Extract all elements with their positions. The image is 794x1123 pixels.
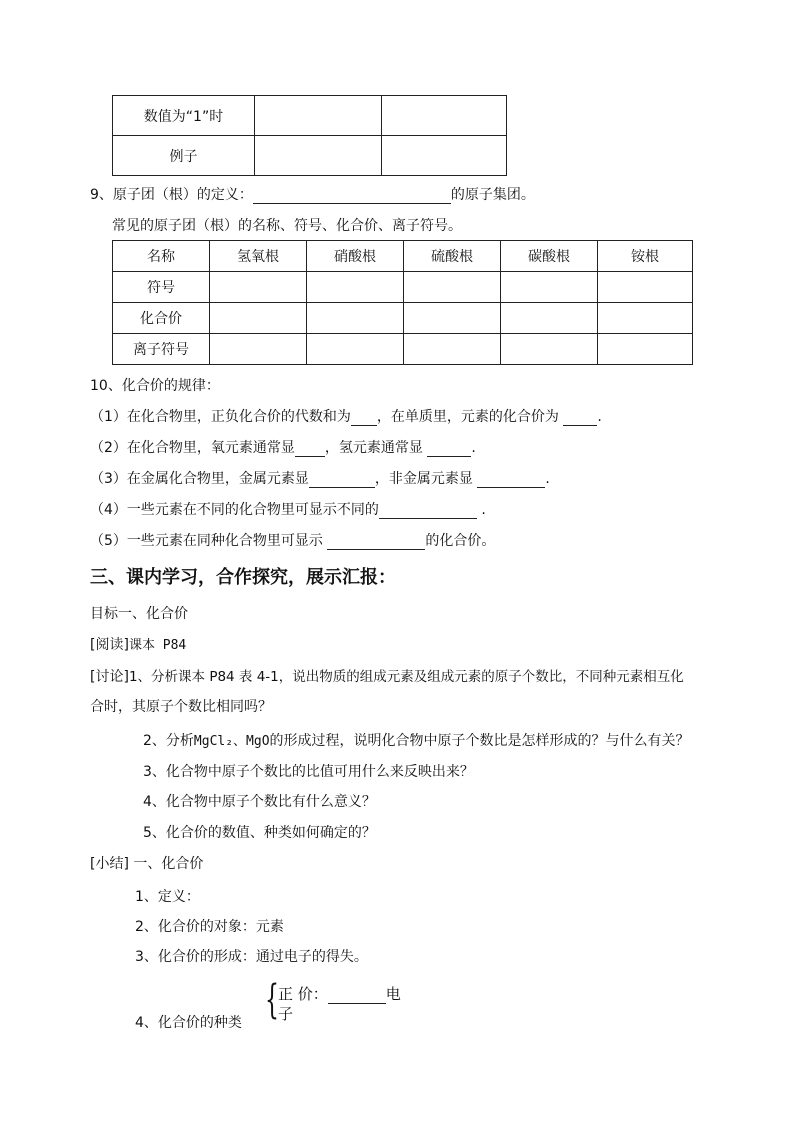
table-cell: [598, 272, 693, 303]
q10-text: ，非金属元素显: [374, 471, 473, 487]
table-header: 氢氧根: [210, 241, 307, 272]
q9-prefix: 9、原子团（根）的定义：: [90, 187, 253, 203]
q10-blank[interactable]: [563, 409, 597, 426]
summary-item-1: 1、定义：: [135, 889, 200, 905]
discuss-line-5: 5、化合价的数值、种类如何确定的？: [143, 825, 376, 841]
table-cell: [501, 334, 598, 365]
table-cell: [598, 334, 693, 365]
table-cell: [255, 136, 382, 176]
chem-formula: MgCl₂、MgO: [193, 734, 270, 749]
summary-item-2: 2、化合价的对象：元素: [135, 919, 284, 935]
table-cell: [501, 272, 598, 303]
table-cell: [404, 272, 501, 303]
q10-text: （4）一些元素在不同的化合物里可显示不同的: [90, 502, 379, 518]
table-cell: [404, 334, 501, 365]
summary-tag: [小结]: [90, 856, 129, 872]
q10-blank[interactable]: [295, 440, 325, 457]
q10-text: （2）在化合物里，氧元素通常显: [90, 440, 295, 456]
q10-blank[interactable]: [477, 471, 545, 488]
table-header: 碳酸根: [501, 241, 598, 272]
summary-item-3: 3、化合价的形成：通过电子的得失。: [135, 949, 368, 965]
discuss-text: 1、分析课本 P84 表 4-1，说出物质的组成元素及组成元素的原子个数比，不同种元素相互化: [128, 669, 684, 685]
discuss-text: 2、分析: [143, 733, 194, 749]
table-cell: [382, 136, 507, 176]
period: .: [545, 471, 550, 487]
q10-blank[interactable]: [379, 502, 477, 519]
discuss-tag: [讨论]: [90, 669, 129, 685]
table-cell: [307, 272, 404, 303]
summary-line: [90, 853, 203, 873]
table-row-label: 例子: [113, 136, 255, 176]
section-heading: 三、课内学习，合作探究，展示汇报：: [90, 567, 396, 588]
table-cell: [210, 334, 307, 365]
q10-line-3: [90, 468, 550, 488]
q10-text: （3）在金属化合物里，金属元素显: [90, 471, 309, 487]
radical-table: [112, 240, 693, 365]
discuss-text: 的形成过程，说明化合物中原子个数比是怎样形成的？与什么有关？: [269, 733, 690, 749]
table-cell: [307, 334, 404, 365]
table-cell: [210, 303, 307, 334]
positive-valence-label: 正 价：: [278, 985, 328, 1003]
q10-line-5: [90, 530, 495, 550]
q10-blank[interactable]: [327, 533, 425, 550]
positive-valence-line: [278, 983, 401, 1004]
table-row-label: 数值为“1”时: [113, 96, 255, 136]
positive-valence-end: 电: [385, 985, 401, 1003]
table-cell: [598, 303, 693, 334]
positive-valence-blank[interactable]: [328, 987, 386, 1004]
positive-valence-continued: 子: [278, 1005, 294, 1023]
table-header: 硫酸根: [404, 241, 501, 272]
q10-blank[interactable]: [351, 409, 377, 426]
q10-line-1: [90, 406, 602, 426]
table-row-label: 化合价: [113, 303, 210, 334]
q10-text: ，在单质里，元素的化合价为: [376, 409, 559, 425]
q10-line-4: [90, 499, 486, 519]
table-row-label: 离子符号: [113, 334, 210, 365]
q10-line-2: [90, 437, 476, 457]
goal-title: 目标一、化合价: [90, 606, 188, 622]
q10-title: 10、化合价的规律：: [90, 378, 220, 394]
table-cell: [382, 96, 507, 136]
period: .: [597, 409, 602, 425]
q9-blank[interactable]: [253, 187, 451, 204]
table-header: 名称: [113, 241, 210, 272]
table-cell: [404, 303, 501, 334]
q9-subtitle: 常见的原子团（根）的名称、符号、化合价、离子符号。: [112, 218, 462, 234]
summary-item-4: 4、化合价的种类: [135, 1015, 242, 1031]
read-tag: [阅读]: [90, 637, 129, 653]
table-cell: [501, 303, 598, 334]
table-cell: [255, 96, 382, 136]
left-brace: {: [265, 977, 279, 1023]
valence-table-top: [112, 95, 507, 176]
table-header: 铵根: [598, 241, 693, 272]
table-cell: [210, 272, 307, 303]
discuss-line-1: [90, 665, 684, 686]
q9-line: [90, 184, 535, 204]
table-header: 硝酸根: [307, 241, 404, 272]
summary-title: 一、化合价: [133, 856, 204, 872]
period: .: [481, 502, 486, 518]
q10-text: （1）在化合物里，正负化合价的代数和为: [90, 409, 351, 425]
q9-suffix: 的原子集团。: [450, 187, 535, 203]
table-row-label: 符号: [113, 272, 210, 303]
discuss-line-2: [143, 730, 690, 750]
q10-blank[interactable]: [427, 440, 471, 457]
q10-text: 的化合价。: [425, 533, 496, 549]
period: .: [471, 440, 476, 456]
discuss-line-3: 3、化合物中原子个数比的比值可用什么来反映出来？: [143, 764, 474, 780]
q10-blank[interactable]: [309, 471, 375, 488]
read-line: [90, 634, 186, 654]
table-cell: [307, 303, 404, 334]
q10-text: ，氢元素通常显: [324, 440, 423, 456]
discuss-line-1b: 合时，其原子个数比相同吗？: [90, 699, 272, 715]
discuss-line-4: 4、化合物中原子个数比有什么意义？: [143, 794, 376, 810]
q10-text: （5）一些元素在同种化合物里可显示: [90, 533, 323, 549]
read-text: 课本 P84: [128, 638, 187, 653]
